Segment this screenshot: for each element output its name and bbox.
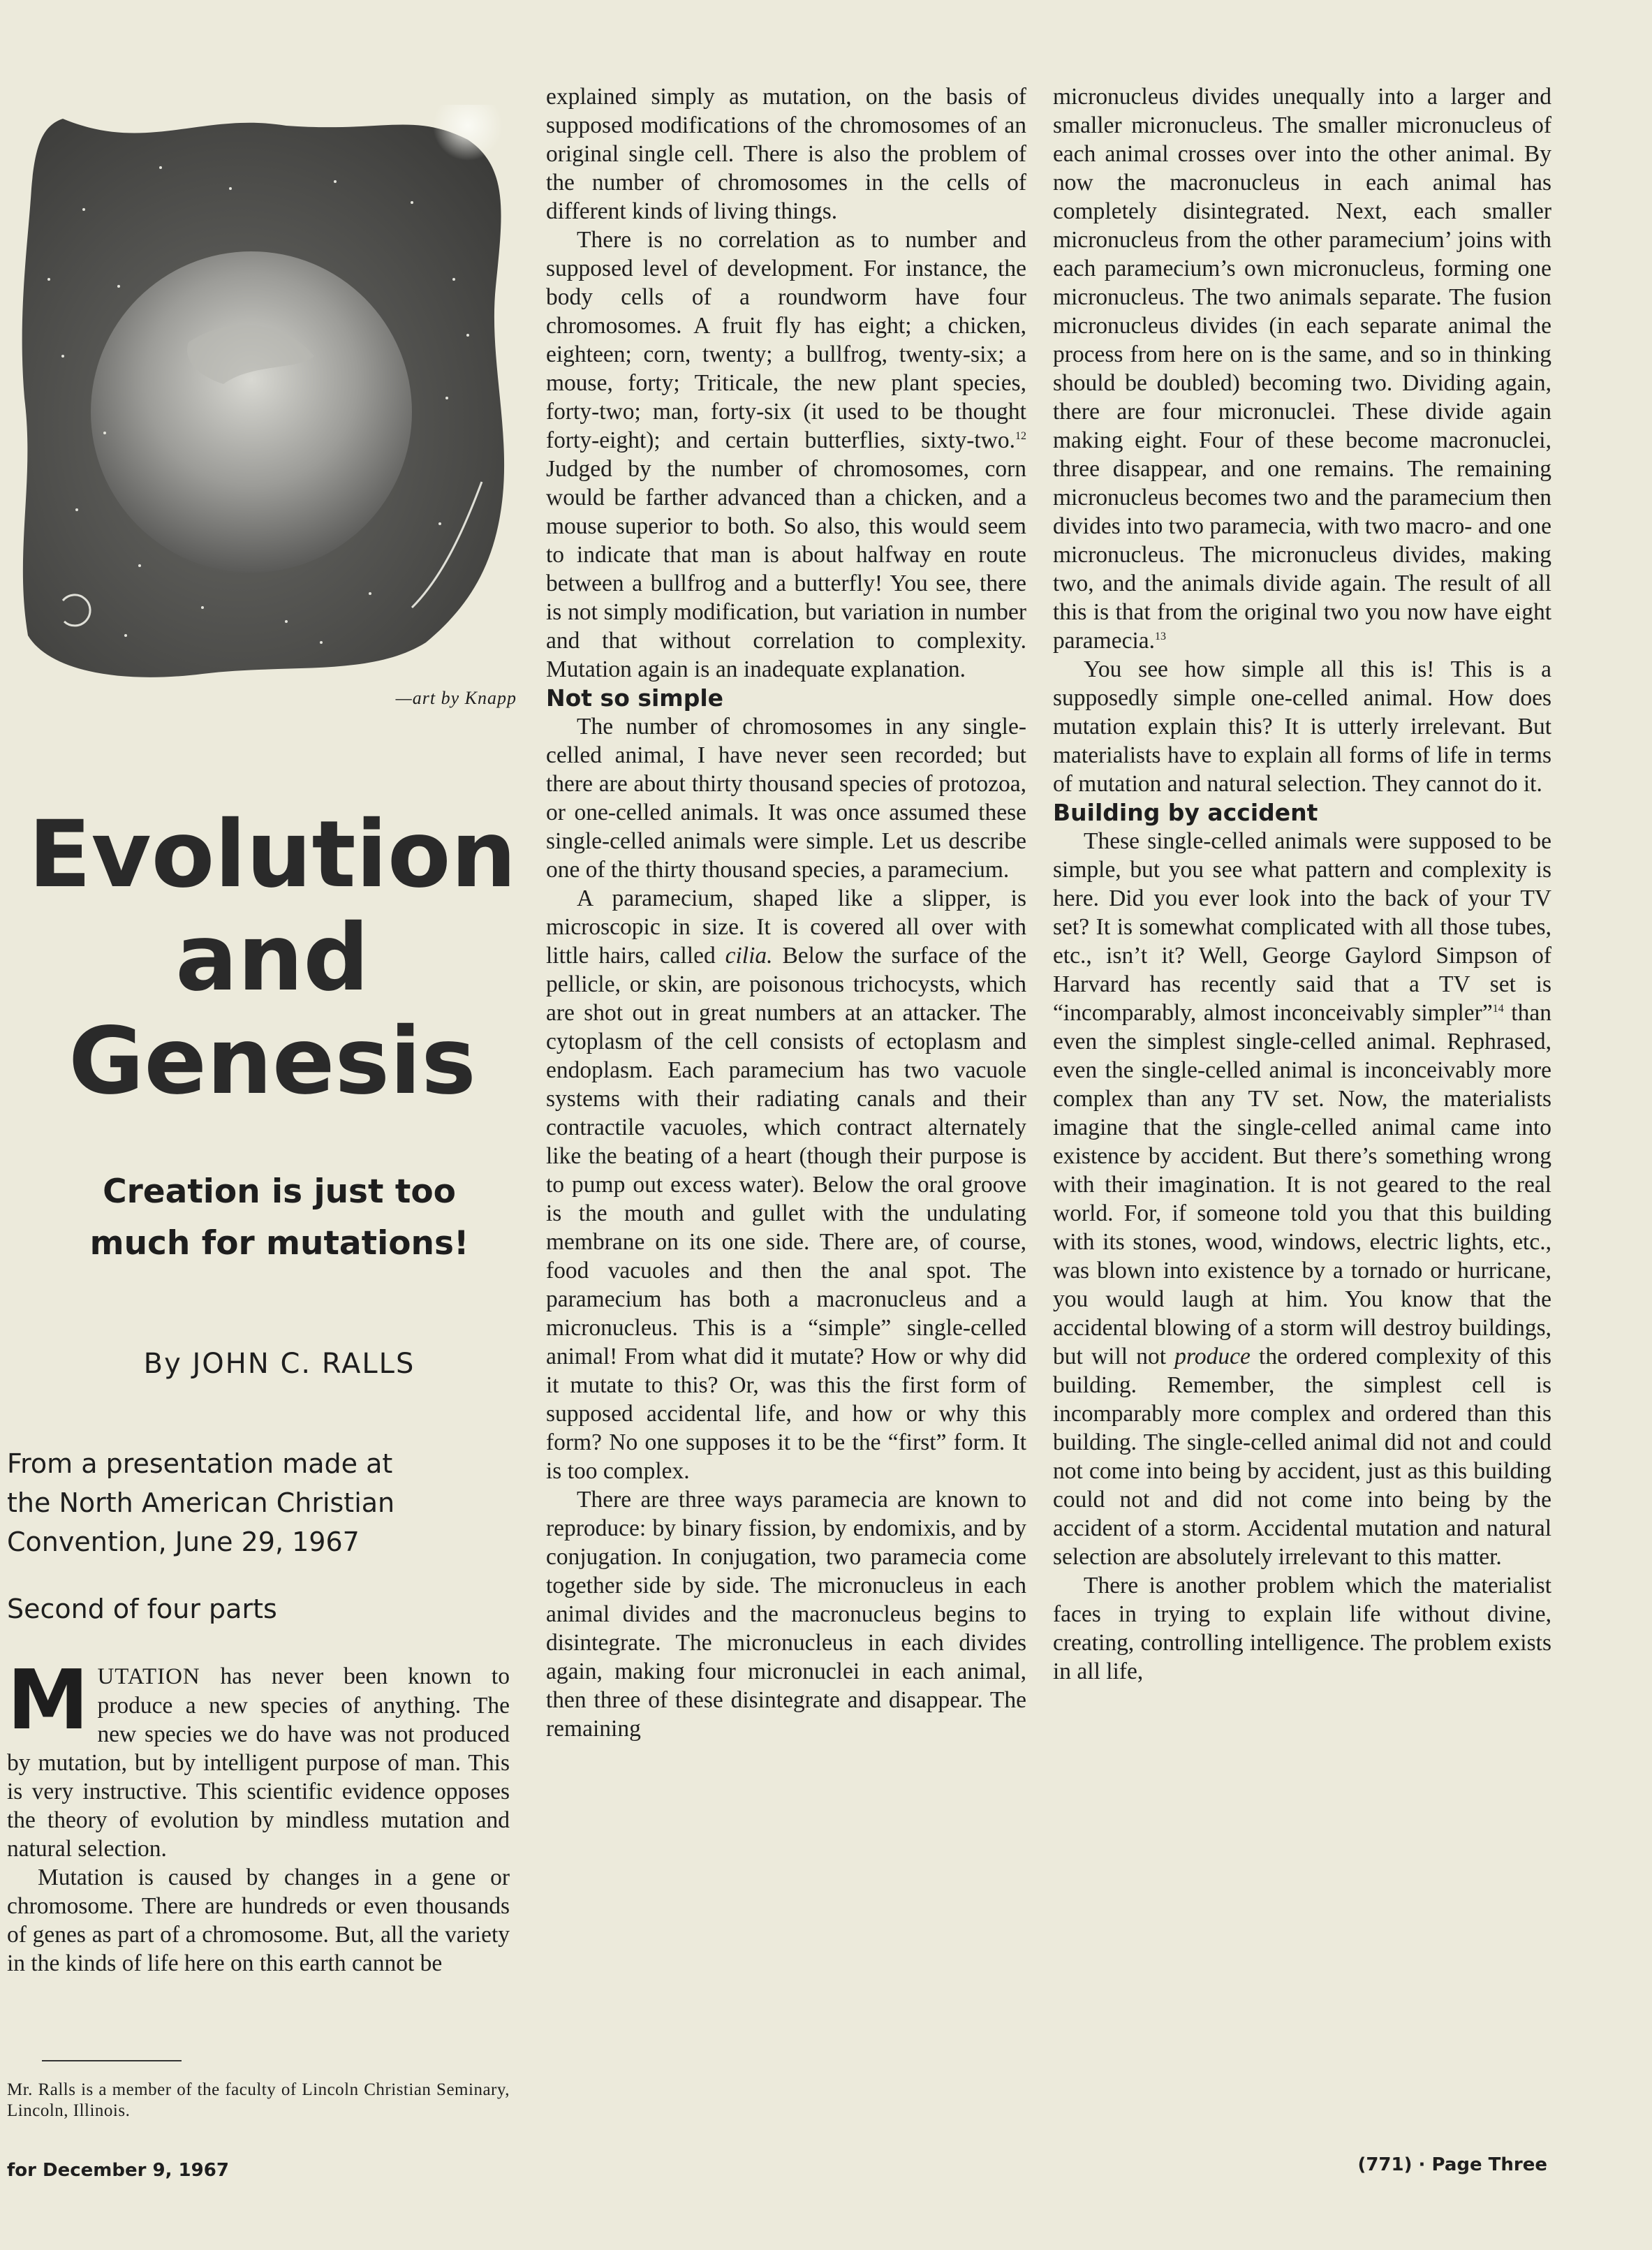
- footnote-ref: 12: [1015, 429, 1026, 442]
- presentation-line: Convention, June 29, 1967: [7, 1527, 360, 1557]
- presentation-line: the North American Christian: [7, 1487, 395, 1518]
- italic-term: cilia.: [725, 943, 773, 969]
- article-headline: [28, 803, 517, 1113]
- paragraph: Mutation is caused by changes in a gene or chromosome. There are hundreds or even thousands of genes as part of a chromosome. But, all the variety in the kinds of life here on this earth cannot be: [7, 1865, 510, 1976]
- paragraph-text: There is no correlation as to number and supposed level of development. For instance, the body cells of a roundworm have four chromosomes. A fruit fly has eight; a chicken, eighteen; corn, twenty; a bullfrog, twenty-six; a mouse, forty; Triticale, the new plant species, forty-two; man, forty-six (it used to be thought forty-eight); and certain butterflies, sixty-two.: [546, 227, 1026, 453]
- headline-line: Genesis: [68, 1008, 476, 1115]
- italic-term: produce: [1174, 1344, 1251, 1369]
- issue-date-footer: for December 9, 1967: [7, 2160, 229, 2181]
- paragraph: The number of chromosomes in any single-celled animal, I have never seen recorded; but there are about thirty thousand species of protozoa, or one-celled animals. It was once assumed these single-celled animals were simple. Let us describe one of the thirty thousand species, a paramecium.: [546, 714, 1026, 883]
- section-heading: Not so simple: [546, 684, 724, 712]
- paragraph: You see how simple all this is! This is a supposedly simple one-celled animal. How does mutation explain this? It is utterly irrelevant. But materialists have to explain all forms of life in terms of mutation and natural selection. They cannot do it.: [1053, 656, 1551, 797]
- author-footnote: Mr. Ralls is a member of the faculty of Lincoln Christian Seminary, Lincoln, Illinois.: [7, 2080, 510, 2120]
- paragraph-text: A paramecium, shaped like a slipper, is microscopic in size. It is covered all over with little hairs, called: [546, 885, 1026, 969]
- column-3: [1053, 82, 1551, 1686]
- presentation-note: [7, 1444, 510, 1561]
- headline-line: Evolution: [28, 801, 517, 909]
- presentation-line: From a presentation made at: [7, 1448, 393, 1479]
- paragraph-text: Judged by the number of chromosomes, corn would be farther advanced than a chicken, and a mouse superior to both. So also, this would seem to indicate that man is about halfway en route between a bullfrog and a butterfly! You see, there is not simply modification, but variation in number and that without correlation to complexity. Mutation again is an inadequate explanation.: [546, 456, 1026, 682]
- paragraph: [546, 884, 1026, 1485]
- footnote-divider: [42, 2060, 182, 2061]
- paragraph: [1053, 82, 1551, 655]
- lead-caps: UTATION: [97, 1664, 200, 1689]
- column-2: [546, 82, 1026, 1743]
- paragraph: [7, 1652, 510, 1863]
- article-subhead: [42, 1166, 517, 1270]
- byline: By JOHN C. RALLS: [143, 1348, 415, 1380]
- section-heading: Building by accident: [1053, 799, 1318, 826]
- paragraph-text: micronucleus divides unequally into a larger and smaller micronucleus. The smaller micronucleus of each animal crosses over into the other animal. By now the macronucleus in each animal has completely disintegrated. Next, each smaller micronucleus from the other paramecium’ joins with each paramecium’s own micronucleus, forming one micronucleus. The two animals separate. The fusion micronucleus divides (in each separate animal the process from here on is the same, and so in thinking should be doubled) becoming two. Dividing again, there are four micronuclei. These divide again making eight. Four of these become macronuclei, three disappear, and one remains. The remaining micronucleus becomes two and the paramecium then divides into two paramecia, with two macro- and one micronucleus. The micronucleus divides, making two, and the animals divide again. The result of all this is that from the original two you now have eight paramecia.: [1053, 84, 1551, 654]
- paragraph: [546, 226, 1026, 684]
- paragraph-text: than even the simplest single-celled animal. Rephrased, even the single-celled animal is inconceivably more complex than any TV set. Now, the materialists imagine that the single-celled animal came into existence by accident. But there’s something wrong with their imagination. It is not geared to the real world. For, if someone told you that this building with its stones, wood, windows, electric lights, etc., was blown into existence by a tornado or hurricane, you would laugh at him. You know that the accidental blowing of a storm will destroy buildings, but will not: [1053, 1000, 1551, 1369]
- page-number-footer: (771) · Page Three: [1357, 2154, 1547, 2175]
- column-1: [7, 1652, 510, 1978]
- paragraph: There are three ways paramecia are known to reproduce: by binary fission, by endomixis, and by conjugation. In conjugation, two paramecia come together side by side. The micronucleus in each animal divides and the macronucleus begins to disintegrate. The micronucleus in each divides again, making four micronuclei in each animal, then three of these disintegrate and disappear. The remaining: [546, 1487, 1026, 1742]
- paragraph: [1053, 827, 1551, 1571]
- paragraph: There is another problem which the materialist faces in trying to explain life without divine, creating, controlling intelligence. The problem exists in all life,: [1053, 1573, 1551, 1684]
- art-credit: —art by Knapp: [395, 688, 517, 708]
- paragraph-text: the ordered complexity of this building. Remember, the simplest cell is incomparably more complex and ordered than this building. The single-celled animal did not and could not come into being by accident, just as this building could not and did not come into being by the accident of a storm. Accidental mutation and natural selection are absolutely irrelevant to this matter.: [1053, 1344, 1551, 1570]
- subhead-line: Creation is just too: [103, 1172, 456, 1211]
- headline-line: and: [175, 904, 369, 1012]
- series-note: Second of four parts: [7, 1594, 277, 1624]
- paragraph-text: These single-celled animals were supposed to be simple, but you see what pattern and complexity is here. Did you ever look into the back of your TV set? It is somewhat complicated with all those tubes, etc., isn’t it? Well, George Gaylord Simpson of Harvard has recently said that a TV set is “incomparably, almost inconceivably simpler”: [1053, 828, 1551, 1026]
- subhead-line: much for mutations!: [89, 1224, 469, 1263]
- footnote-ref: 13: [1155, 630, 1166, 642]
- planet-in-space-illustration: [21, 105, 524, 684]
- paragraph-text: has never been known to produce a new species of anything. The new species we do have was not produced by mutation, but by intelligent purpose of man. This is very instructive. This scientific evidence opposes the theory of evolution by mindless mutation and natural selection.: [7, 1663, 510, 1862]
- paragraph: explained simply as mutation, on the basis of supposed modifications of the chromosomes of an original single cell. There is also the problem of the number of chromosomes in the cells of different kinds of living things.: [546, 84, 1026, 224]
- drop-cap: M: [7, 1652, 89, 1748]
- paragraph-text: Below the surface of the pellicle, or skin, are poisonous trichocysts, which are shot out in great numbers at an attacker. The cytoplasm of the cell consists of ectoplasm and endoplasm. Each paramecium has two vacuole systems with their radiating canals and their contractile vacuoles, which contract alternately like the beating of a heart (though their purpose is to pump out excess water). Below the oral groove is the mouth and gullet with the undulating membrane on its one side. There are, of course, food vacuoles and then the anal spot. The paramecium has both a macronucleus and a micronucleus. This is a “simple” single-celled animal! From what did it mutate? How or why did it mutate to this? Or, was this the first form of supposed accidental life, and how or why this form? No one supposes it to be the “first” form. It is too complex.: [546, 943, 1026, 1484]
- footnote-ref: 14: [1492, 1002, 1504, 1015]
